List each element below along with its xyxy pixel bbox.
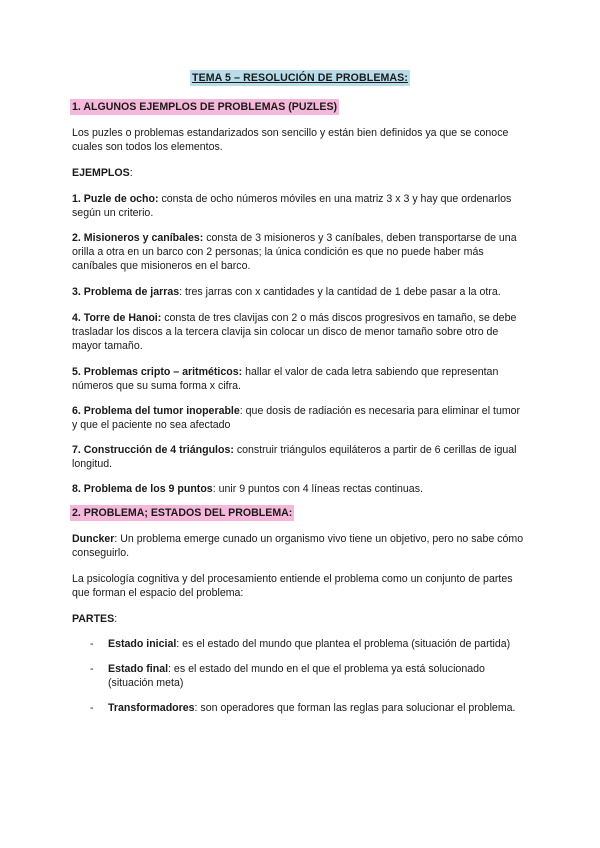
example-term: 8. Problema de los 9 puntos	[72, 483, 213, 495]
part-text: : son operadores que forman las reglas para solucionar el problema.	[194, 702, 516, 714]
section-2-heading: 2. PROBLEMA; ESTADOS DEL PROBLEMA:	[72, 507, 293, 519]
example-term: 1. Puzle de ocho:	[72, 193, 159, 205]
examples-label-line	[72, 166, 528, 180]
part-term: Transformadores	[108, 702, 195, 714]
example-item	[72, 192, 528, 220]
part-term: Estado final	[108, 663, 169, 675]
example-text: : tres jarras con x cantidades y la cantidad de 1 debe pasar a la otra.	[179, 286, 501, 298]
example-text: hallar el valor de cada letra sabiendo que representan números que su suma forma x cifra.	[72, 366, 499, 392]
example-item	[72, 482, 528, 496]
example-text: consta de 3 misioneros y 3 caníbales, deben transportarse de una orilla a otra en un barco con 2 personas; la única condición es que no puede haber más caníbales que misioneros en el barco.	[72, 232, 517, 272]
part-text: : es el estado del mundo en el que el problema ya está solucionado (situación meta)	[108, 663, 485, 689]
example-term: 2. Misioneros y caníbales:	[72, 232, 204, 244]
example-item	[72, 285, 528, 299]
example-term: 3. Problema de jarras	[72, 286, 180, 298]
list-item	[72, 662, 528, 690]
section-1	[72, 99, 528, 496]
duncker-paragraph	[72, 532, 528, 560]
example-term: 7. Construcción de 4 triángulos:	[72, 444, 234, 456]
parts-label: PARTES	[72, 613, 115, 625]
parts-label-line	[72, 612, 528, 626]
psych-paragraph: La psicología cognitiva y del procesamiento entiende el problema como un conjunto de partes que forman el espacio del problema:	[72, 573, 513, 599]
example-text: construir triángulos equiláteros a partir de 6 cerillas de igual longitud.	[72, 444, 517, 470]
example-item	[72, 311, 528, 353]
example-term: 6. Problema del tumor inoperable	[72, 405, 240, 417]
list-item	[72, 701, 528, 715]
example-text: consta de tres clavijas con 2 o más discos progresivos en tamaño, se debe trasladar los discos a la tercera clavija sin colocar un disco de menor tamaño sobre otro de mayor tamaño.	[72, 312, 517, 352]
examples-label-suffix: :	[129, 167, 133, 179]
examples-label: EJEMPLOS	[72, 167, 130, 179]
example-item	[72, 443, 528, 471]
duncker-text: : Un problema emerge cunado un organismo vivo tiene un objetivo, pero no sabe cómo conseguirlo.	[72, 533, 524, 559]
bullet-dash: -	[90, 702, 94, 714]
parts-label-suffix: :	[114, 613, 118, 625]
bullet-dash: -	[90, 638, 94, 650]
example-term: 4. Torre de Hanoi:	[72, 312, 162, 324]
example-text: : unir 9 puntos con 4 líneas rectas continuas.	[212, 483, 423, 495]
bullet-dash: -	[90, 663, 94, 675]
parts-list	[72, 637, 528, 715]
list-item	[72, 637, 528, 651]
part-text: : es el estado del mundo que plantea el problema (situación de partida)	[176, 638, 511, 650]
title-wrap	[0, 70, 600, 86]
part-term: Estado inicial	[108, 638, 177, 650]
example-item	[72, 404, 528, 432]
example-text: : que dosis de radiación es necesaria para eliminar el tumor y que el paciente no sea afectado	[72, 405, 521, 431]
duncker-term: Duncker	[72, 533, 115, 545]
section-2	[72, 505, 528, 715]
example-text: consta de ocho números móviles en una matriz 3 x 3 y hay que ordenarlos según un criterio.	[72, 193, 512, 219]
example-term: 5. Problemas cripto – aritméticos:	[72, 366, 243, 378]
intro-paragraph: Los puzles o problemas estandarizados son sencillo y están bien definidos ya que se conoce cuales son todos los elementos.	[72, 127, 509, 153]
example-item	[72, 231, 528, 273]
section-1-heading: 1. ALGUNOS EJEMPLOS DE PROBLEMAS (PUZLES)	[72, 101, 338, 113]
example-item	[72, 365, 528, 393]
page-title: TEMA 5 – RESOLUCIÓN DE PROBLEMAS:	[192, 72, 408, 84]
content	[72, 99, 528, 715]
